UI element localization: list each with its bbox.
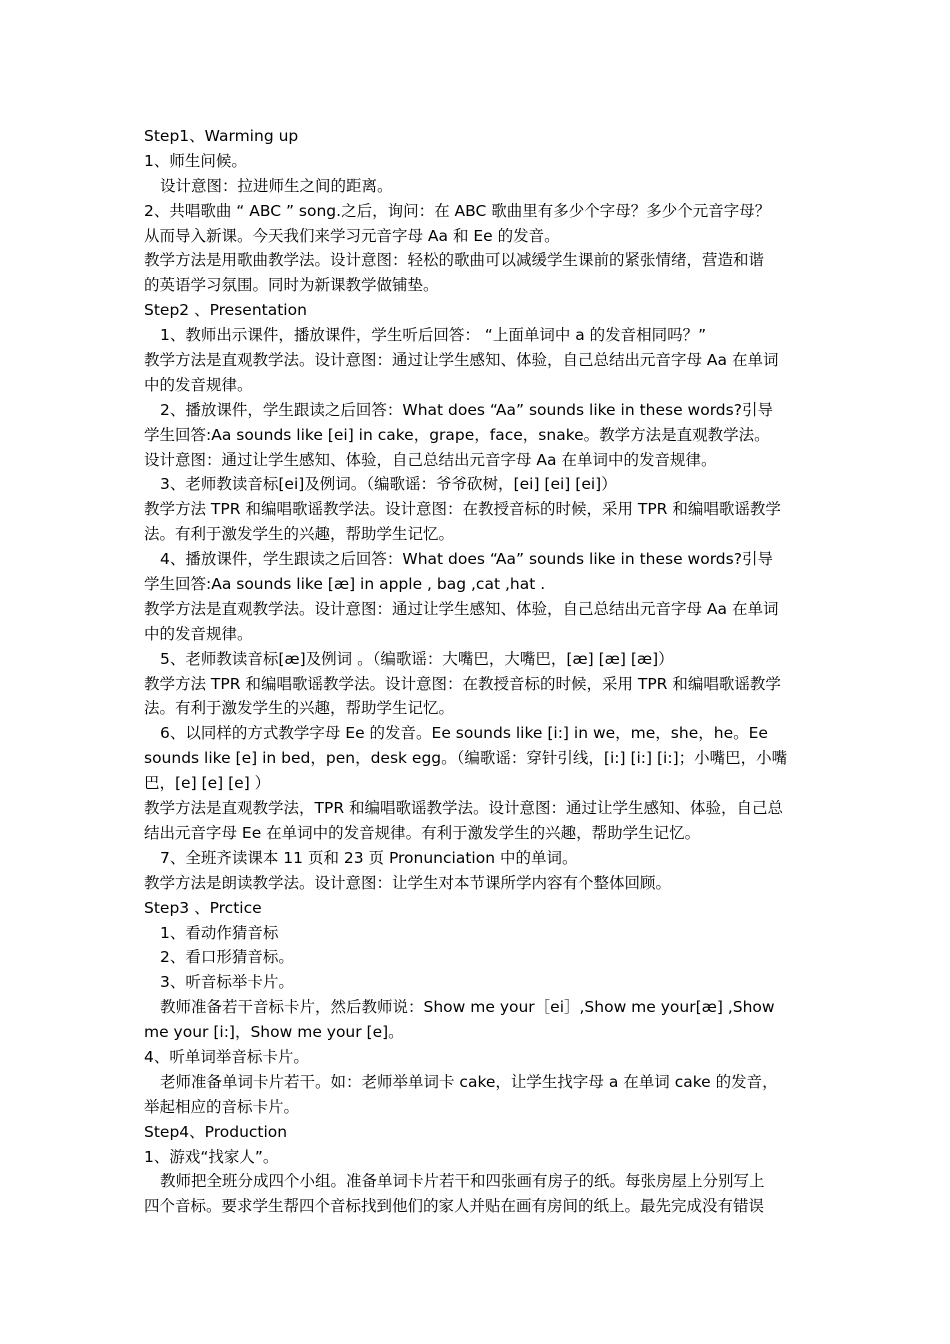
text-line: 教学方法 TPR 和编唱歌谣教学法。设计意图：在教授音标的时候，采用 TPR 和编唱歌谣教学 — [144, 500, 781, 519]
text-line: 中的发音规律。 — [144, 375, 253, 394]
text-line: 2、看口形猜音标。 — [160, 948, 294, 967]
text-line: 4、播放课件，学生跟读之后回答：What does “Aa” sounds like in these words?引导 — [160, 550, 773, 569]
text-line: 举起相应的音标卡片。 — [144, 1097, 300, 1116]
text-line: 四个音标。要求学生帮四个音标找到他们的家人并贴在画有房间的纸上。最先完成没有错误 — [144, 1197, 765, 1216]
text-line: 3、听音标举卡片。 — [160, 973, 294, 992]
text-line: 老师准备单词卡片若干。如：老师举单词卡 cake，让学生找字母 a 在单词 cake 的发音， — [160, 1072, 778, 1091]
text-line: 学生回答:Aa sounds like [ei] in cake，grape，face，snake。教学方法是直观教学法。 — [144, 425, 770, 444]
text-line: sounds like [e] in bed，pen，desk egg。（编歌谣：穿针引线，[i:] [i:] [i:]；小嘴巴，小嘴 — [144, 749, 788, 768]
text-line: 1、师生问候。 — [144, 151, 247, 170]
text-line: 教学方法是直观教学法，TPR 和编唱歌谣教学法。设计意图：通过让学生感知、体验，自己总 — [144, 799, 784, 818]
text-line: 教学方法是朗读教学法。设计意图：让学生对本节课所学内容有个整体回顾。 — [144, 873, 672, 892]
text-line: 结出元音字母 Ee 在单词中的发音规律。有利于激发学生的兴趣，帮助学生记忆。 — [144, 823, 701, 842]
text-line: 2、播放课件，学生跟读之后回答：What does “Aa” sounds like in these words?引导 — [160, 400, 773, 419]
text-line: 教学方法 TPR 和编唱歌谣教学法。设计意图：在教授音标的时候，采用 TPR 和编唱歌谣教学 — [144, 674, 781, 693]
text-line: 教师准备若干音标卡片，然后教师说：Show me your［ei］,Show me your[æ] ,Show — [160, 998, 775, 1017]
text-line: me your [i:]，Show me your [e]。 — [144, 1023, 404, 1042]
text-line: 法。有利于激发学生的兴趣，帮助学生记忆。 — [144, 699, 455, 718]
text-line: 教学方法是用歌曲教学法。设计意图：轻松的歌曲可以减缓学生课前的紧张情绪，营造和谐 — [144, 251, 765, 270]
text-line: 7、全班齐读课本 11 页和 23 页 Pronunciation 中的单词。 — [160, 848, 578, 867]
text-line: 2、共唱歌曲 “ ABC ” song.之后，询问：在 ABC 歌曲里有多少个字母？多少个元音字母？ — [144, 201, 771, 220]
text-line: 设计意图：拉进师生之间的距离。 — [160, 176, 393, 195]
text-line: 设计意图：通过让学生感知、体验，自己总结出元音字母 Aa 在单词中的发音规律。 — [144, 450, 717, 469]
text-line: 中的发音规律。 — [144, 624, 253, 643]
text-line: Step3 、Prctice — [144, 898, 262, 917]
text-line: 1、教师出示课件，播放课件，学生听后回答： “上面单词中 a 的发音相同吗？” — [160, 326, 707, 345]
text-line: 教学方法是直观教学法。设计意图：通过让学生感知、体验，自己总结出元音字母 Aa 在单词 — [144, 351, 779, 370]
text-line: Step2 、Presentation — [144, 301, 307, 320]
text-line: 的英语学习氛围。同时为新课教学做铺垫。 — [144, 276, 439, 295]
text-line: 巴，[e] [e] [e] ） — [144, 774, 271, 793]
text-line: 法。有利于激发学生的兴趣，帮助学生记忆。 — [144, 525, 455, 544]
text-line: 4、听单词举音标卡片。 — [144, 1047, 309, 1066]
text-line: 教学方法是直观教学法。设计意图：通过让学生感知、体验，自己总结出元音字母 Aa 在单词 — [144, 599, 779, 618]
text-line: 1、看动作猜音标 — [160, 923, 279, 942]
text-line: 5、老师教读音标[æ]及例词 。（编歌谣：大嘴巴，大嘴巴，[æ] [æ] [æ]） — [160, 649, 674, 668]
document-page — [144, 124, 808, 1219]
text-line: 从而导入新课。今天我们来学习元音字母 Aa 和 Ee 的发音。 — [144, 226, 560, 245]
text-line: 学生回答:Aa sounds like [æ] in apple , bag ,cat ,hat . — [144, 575, 546, 594]
text-line: 6、以同样的方式教学字母 Ee 的发音。Ee sounds like [i:] in we，me，she，he。Ee — [160, 724, 768, 743]
text-line: 3、老师教读音标[ei]及例词。（编歌谣：爷爷砍树，[ei] [ei] [ei]） — [160, 475, 617, 494]
text-line: Step1、Warming up — [144, 127, 299, 145]
text-line: 1、游戏“找家人”。 — [144, 1147, 279, 1166]
text-line: Step4、Production — [144, 1122, 288, 1141]
text-line: 教师把全班分成四个小组。准备单词卡片若干和四张画有房子的纸。每张房屋上分别写上 — [160, 1172, 765, 1191]
